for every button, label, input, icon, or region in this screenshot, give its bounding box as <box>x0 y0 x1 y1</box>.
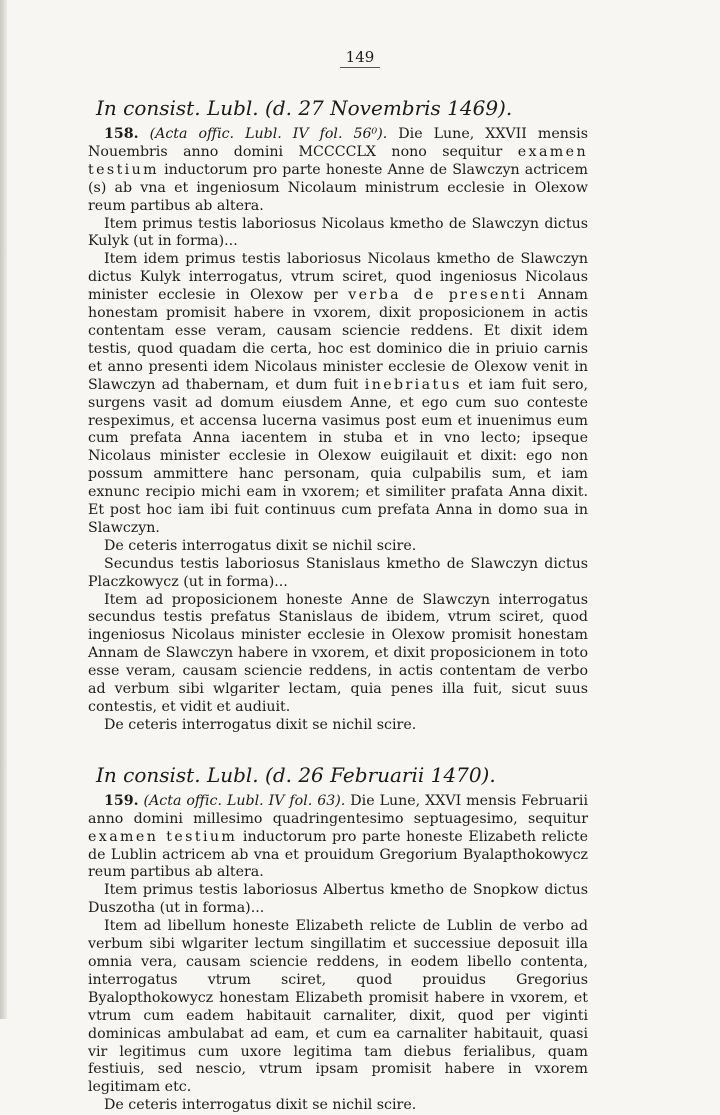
section-heading-1: In consist. Lubl. (d. 27 Novembris 1469). <box>96 96 513 120</box>
page-edge <box>0 0 7 1019</box>
paragraph: Item primus testis laboriosus Nicolaus kmetho de Slawczyn dictus Kulyk (ut in forma)... <box>88 215 588 250</box>
document-body <box>88 96 588 1115</box>
paragraph: Secundus testis laboriosus Stanislaus kmetho de Slawczyn dictus Placzkowycz (ut in forma)... <box>88 555 588 590</box>
paragraph: De ceteris interrogatus dixit se nichil scire. <box>104 537 417 554</box>
paragraph: De ceteris interrogatus dixit se nichil scire. <box>104 1097 417 1114</box>
paragraph-text: Die Lune, XXVI mensis Februarii anno domini millesimo quadringentesimo septuagesimo, sequitur <box>88 792 588 827</box>
paragraph: Item ad proposicionem honeste Anne de Slawczyn interrogatus secundus testis prefatus Stanislaus de ibidem, vtrum sciret, quod ingeniosus Nicolaus minister ecclesie in Olexow promisit honestam Annam de Slawczyn habere in vxorem, et dixit proposicionem in toto esse veram, causam sciencie reddens, in actis contentam de verbo ad verbum sibi wlgariter lectam, quia penes illa fuit, sicut suus contestis, et vidit et audiuit. <box>88 591 588 715</box>
paragraph: Item primus testis laboriosus Albertus kmetho de Snopkow dictus Duszotha (ut in forma)... <box>88 882 588 917</box>
paragraph: De ceteris interrogatus dixit se nichil scire. <box>104 716 417 733</box>
page-number <box>0 48 720 66</box>
spaced-text: inebriatus <box>364 376 462 393</box>
paragraph-text: Die Lune, XXVII mensis Nouembris anno domini MCCCCLX nono sequitur <box>88 126 588 160</box>
page-number-text: 149 <box>340 48 381 68</box>
entry-number: 158. <box>104 126 139 142</box>
entry-158-intro <box>88 126 588 216</box>
paragraph: Item ad libellum honeste Elizabeth relicte de Lublin de verbo ad verbum sibi wlgariter lectum singillatim et successiue deposuit illa omnia vera, causam sciencie reddens, in eodem libello contenta, interrogatus vtrum sciret, quod prouidus Gregorius Byalopthokowycz honestam Elizabeth promisit habere in vxorem, et vtrum cum eadem habitauit carnaliter, dixit, quod per viginti dominicas ambulabat ad eam, et cum ea carnaliter habitauit, quasi vir legitimus cum uxore legitima tam diebus ferialibus, quam festiuis, sed nescio, vtrum ipsam promisit habere in vxorem legitimam etc. <box>88 918 588 1096</box>
paragraph-text: Annam honestam promisit habere in vxorem, dixit proposicionem in actis contentam esse veram, causam sciencie reddens. Et dixit idem testis, quod quadam die certa, hoc est dominico die in priuio carnis et anno presenti idem Nicolaus minister ecclesie de Olexow venit in Slawczyn ad thabernam, et dum fuit <box>88 287 588 393</box>
paragraph-text: Item idem primus testis laboriosus Nicolaus kmetho de Slawczyn dictus Kulyk interrogatus, vtrum sciret, quod ingeniosus Nicolaus minister ecclesie in Olexow per <box>88 251 588 304</box>
entry-159-intro <box>88 793 588 883</box>
paragraph-text: et iam fuit sero, surgens vasit ad domum eiusdem Anne, et ego cum suo conteste respeximus, et accensa lucerna vasimus post eum et inuenimus eum cum prefata Anna iacentem in stuba et in vno lecto; ipseque Nicolaus minister ecclesie in Olexow euigilauit et dixit: ego non possum ammittere hanc personam, quia culpabilis sum, et iam exnunc recipio michi eam in vxorem; et similiter prafata Anna dixit. Et post hoc iam ibi fuit continuus cum prefata Anna in domo sua in Slawczyn. <box>88 376 588 536</box>
entry-reference: (Acta offic. Lubl. IV fol. 63). <box>143 792 346 809</box>
entry-number: 159. <box>104 792 139 809</box>
paragraph-text: inductorum pro parte honeste Elizabeth relicte de Lublin actricem ab vna et prouidum Gregorium Byalapthokowycz reum partibus ab altera. <box>88 828 588 881</box>
section-heading-2: In consist. Lubl. (d. 26 Februarii 1470). <box>96 762 496 787</box>
entry-reference: (Acta offic. Lubl. IV fol. 56⁰). <box>149 126 388 142</box>
spaced-text: verba de presenti <box>348 287 528 304</box>
paragraph-text: inductorum pro parte honeste Anne de Slawczyn actricem (s) ab vna et ingeniosum Nicolaum ministrum ecclesie in Olexow reum partibus ab altera. <box>88 161 588 214</box>
paragraph <box>88 251 588 538</box>
spaced-text: examen testium <box>88 143 588 178</box>
spaced-text: examen testium <box>88 828 238 845</box>
